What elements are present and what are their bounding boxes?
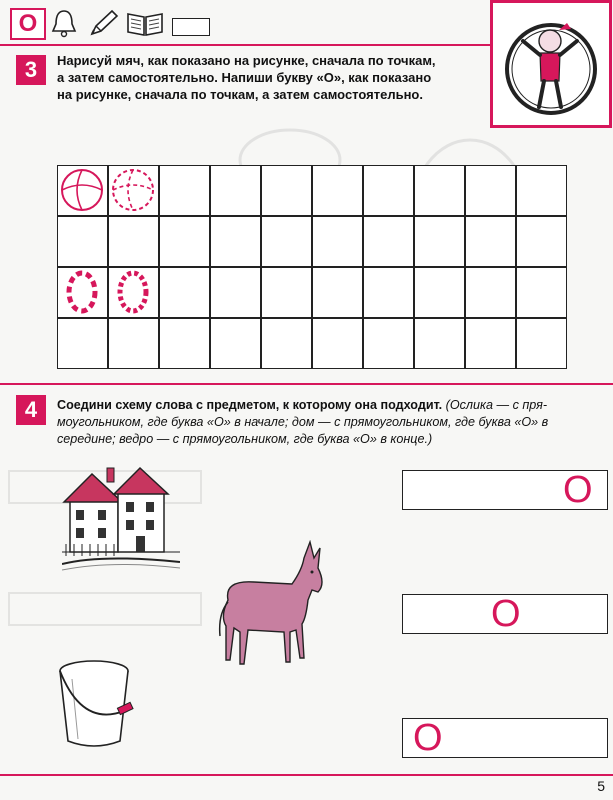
grid-cell[interactable] (261, 216, 312, 267)
letter-box: О (10, 8, 46, 40)
grid-cell[interactable] (363, 267, 414, 318)
scheme-letter-o: О (413, 717, 443, 759)
grid-cell[interactable] (108, 165, 159, 216)
grid-cell[interactable] (363, 216, 414, 267)
grid-cell[interactable] (159, 318, 210, 369)
task-3-text: Нарисуй мяч, как показано на рисунке, сначала по точкам, а затем самостоятельно. Напиши букву «О», как показано на рисунке, сначала по точкам, а затем самостоятельно. (57, 53, 436, 102)
bucket-picture[interactable] (52, 655, 142, 755)
grid-cell[interactable] (57, 216, 108, 267)
task-number-4: 4 (16, 395, 46, 425)
grid-cell[interactable] (261, 267, 312, 318)
grid-cell[interactable] (414, 216, 465, 267)
grid-cell[interactable] (363, 318, 414, 369)
grid-cell[interactable] (414, 165, 465, 216)
grid-cell[interactable] (516, 318, 567, 369)
grid-cell[interactable] (210, 267, 261, 318)
grid-cell[interactable] (261, 318, 312, 369)
grid-cell[interactable] (465, 318, 516, 369)
scheme-letter-o: О (491, 593, 521, 635)
letter-o-dotted (109, 268, 158, 317)
grid-cell[interactable] (414, 267, 465, 318)
letter-o-sample (58, 268, 107, 317)
task-4-text: Соедини схему слова с предметом, к которому она подходит. (Ослика — с пря- моугольником, где буква «О» в начале; дом — с прямоугольником, где буква «О» в середине; ведро — с прямоугольником, где буква «О» в конце.) (57, 398, 549, 446)
task-number-3: 3 (16, 55, 46, 85)
grid-cell[interactable] (414, 318, 465, 369)
grid-cell[interactable] (312, 216, 363, 267)
house-picture[interactable] (62, 462, 180, 572)
bottom-rule (0, 774, 613, 776)
word-scheme-start[interactable] (402, 718, 608, 758)
page-number: 5 (597, 778, 605, 794)
grid-cell[interactable] (159, 267, 210, 318)
grid-cell[interactable] (312, 318, 363, 369)
grid-cell[interactable] (210, 165, 261, 216)
hoop-girl-picture (490, 0, 612, 128)
grid-cell[interactable] (312, 267, 363, 318)
word-scheme-end[interactable] (402, 470, 608, 510)
grid-cell[interactable] (159, 165, 210, 216)
grid-cell[interactable] (57, 165, 108, 216)
grid-cell[interactable] (516, 165, 567, 216)
scheme-letter-o: О (563, 469, 593, 511)
section-rule-3 (0, 44, 490, 46)
word-scheme-middle[interactable] (402, 594, 608, 634)
grid-cell[interactable] (465, 216, 516, 267)
grid-cell[interactable] (312, 165, 363, 216)
grid-cell[interactable] (57, 318, 108, 369)
grid-cell[interactable] (465, 165, 516, 216)
grid-cell[interactable] (261, 165, 312, 216)
grid-cell[interactable] (57, 267, 108, 318)
faint-ghost-box (8, 592, 202, 626)
grid-cell[interactable] (108, 267, 159, 318)
section-rule-4 (0, 383, 613, 385)
grid-cell[interactable] (465, 267, 516, 318)
grid-cell[interactable] (363, 165, 414, 216)
grid-cell[interactable] (516, 267, 567, 318)
grid-cell[interactable] (108, 216, 159, 267)
pencil-icon (88, 8, 120, 38)
ball-dotted (109, 166, 158, 215)
donkey-picture[interactable] (214, 540, 326, 680)
grid-cell[interactable] (210, 216, 261, 267)
grid-cell[interactable] (159, 216, 210, 267)
grid-cell[interactable] (108, 318, 159, 369)
open-book-icon (125, 8, 165, 38)
grid-cell[interactable] (210, 318, 261, 369)
bell-icon (50, 8, 78, 38)
blank-answer-box (172, 18, 210, 36)
grid-cell[interactable] (516, 216, 567, 267)
ball-sample (58, 166, 107, 215)
